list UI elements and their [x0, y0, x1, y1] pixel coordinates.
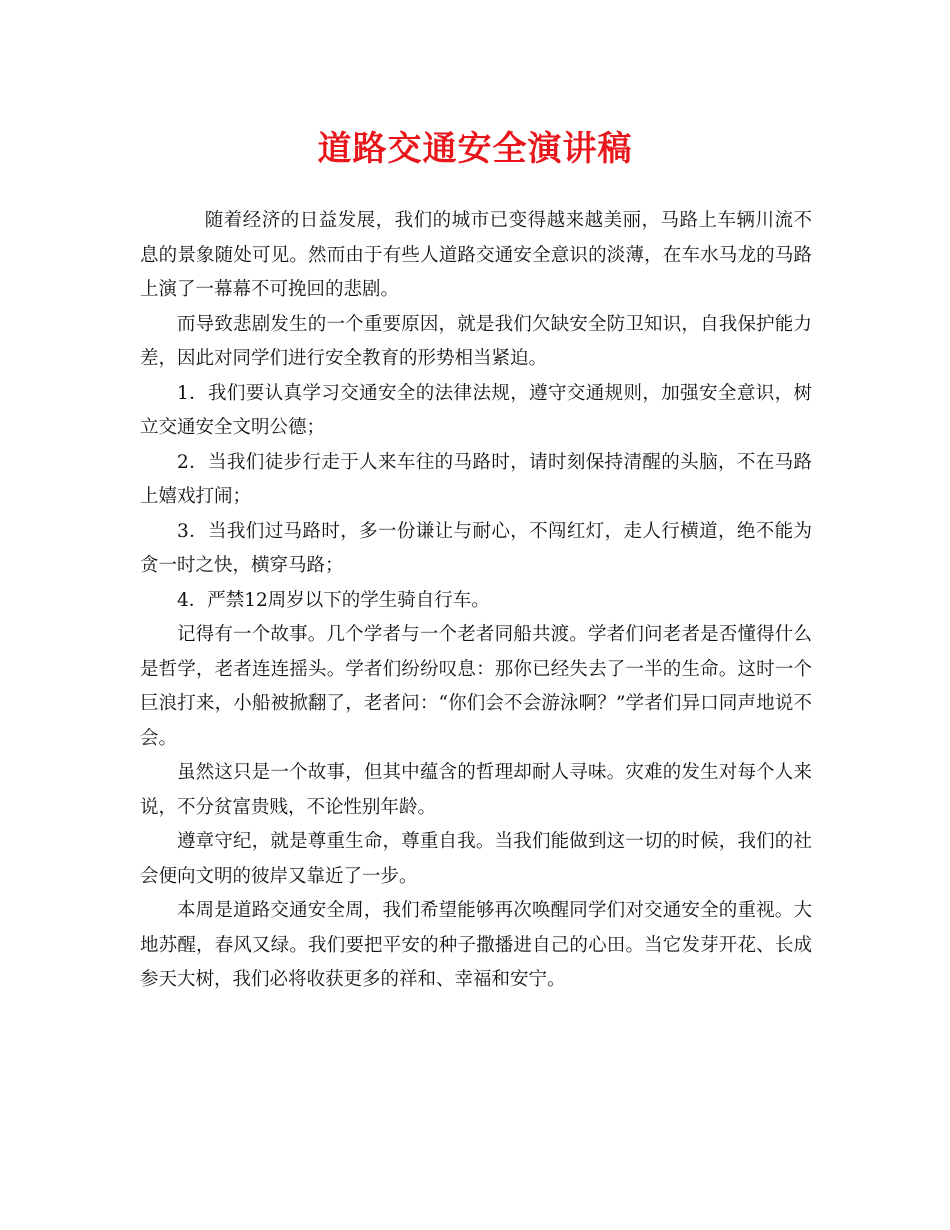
document-body: [140, 204, 812, 998]
paragraph-closing: 本周是道路交通安全周，我们希望能够再次唤醒同学们对交通安全的重视。大地苏醒，春风又绿。我们要把平安的种子撒播进自己的心田。当它发芽开花、长成参天大树，我们必将收获更多的祥和、幸福和安宁。: [140, 900, 812, 990]
paragraph-intro: 随着经济的日益发展，我们的城市已变得越来越美丽，马路上车辆川流不息的景象随处可见。然而由于有些人道路交通安全意识的淡薄，在车水马龙的马路上演了一幕幕不可挽回的悲剧。: [140, 210, 812, 300]
paragraph-discipline: 遵章守纪，就是尊重生命，尊重自我。当我们能做到这一切的时候，我们的社会便向文明的彼岸又靠近了一步。: [140, 831, 812, 887]
paragraph-story: 记得有一个故事。几个学者与一个老者同船共渡。学者们问老者是否懂得什么是哲学，老者连连摇头。学者们纷纷叹息：那你已经失去了一半的生命。这时一个巨浪打来，小船被掀翻了，老者问：“你们会不会游泳啊？”学者们异口同声地说不会。: [140, 624, 812, 749]
paragraph-moral: 虽然这只是一个故事，但其中蕴含的哲理却耐人寻味。灾难的发生对每个人来说，不分贫富贵贱，不论性别年龄。: [140, 762, 812, 818]
list-item-4: 4．严禁12周岁以下的学生骑自行车。: [177, 589, 490, 611]
list-item-1: 1．我们要认真学习交通安全的法律法规，遵守交通规则，加强安全意识，树立交通安全文明公德；: [140, 382, 812, 438]
list-item-2: 2．当我们徒步行走于人来车往的马路时，请时刻保持清醒的头脑，不在马路上嬉戏打闹；: [140, 451, 812, 507]
document-title: 道路交通安全演讲稿: [317, 129, 633, 169]
paragraph-cause: 而导致悲剧发生的一个重要原因，就是我们欠缺安全防卫知识，自我保护能力差，因此对同学们进行安全教育的形势相当紧迫。: [140, 313, 812, 369]
list-item-3: 3．当我们过马路时，多一份谦让与耐心，不闯红灯，走人行横道，绝不能为贪一时之快，横穿马路；: [140, 520, 812, 576]
